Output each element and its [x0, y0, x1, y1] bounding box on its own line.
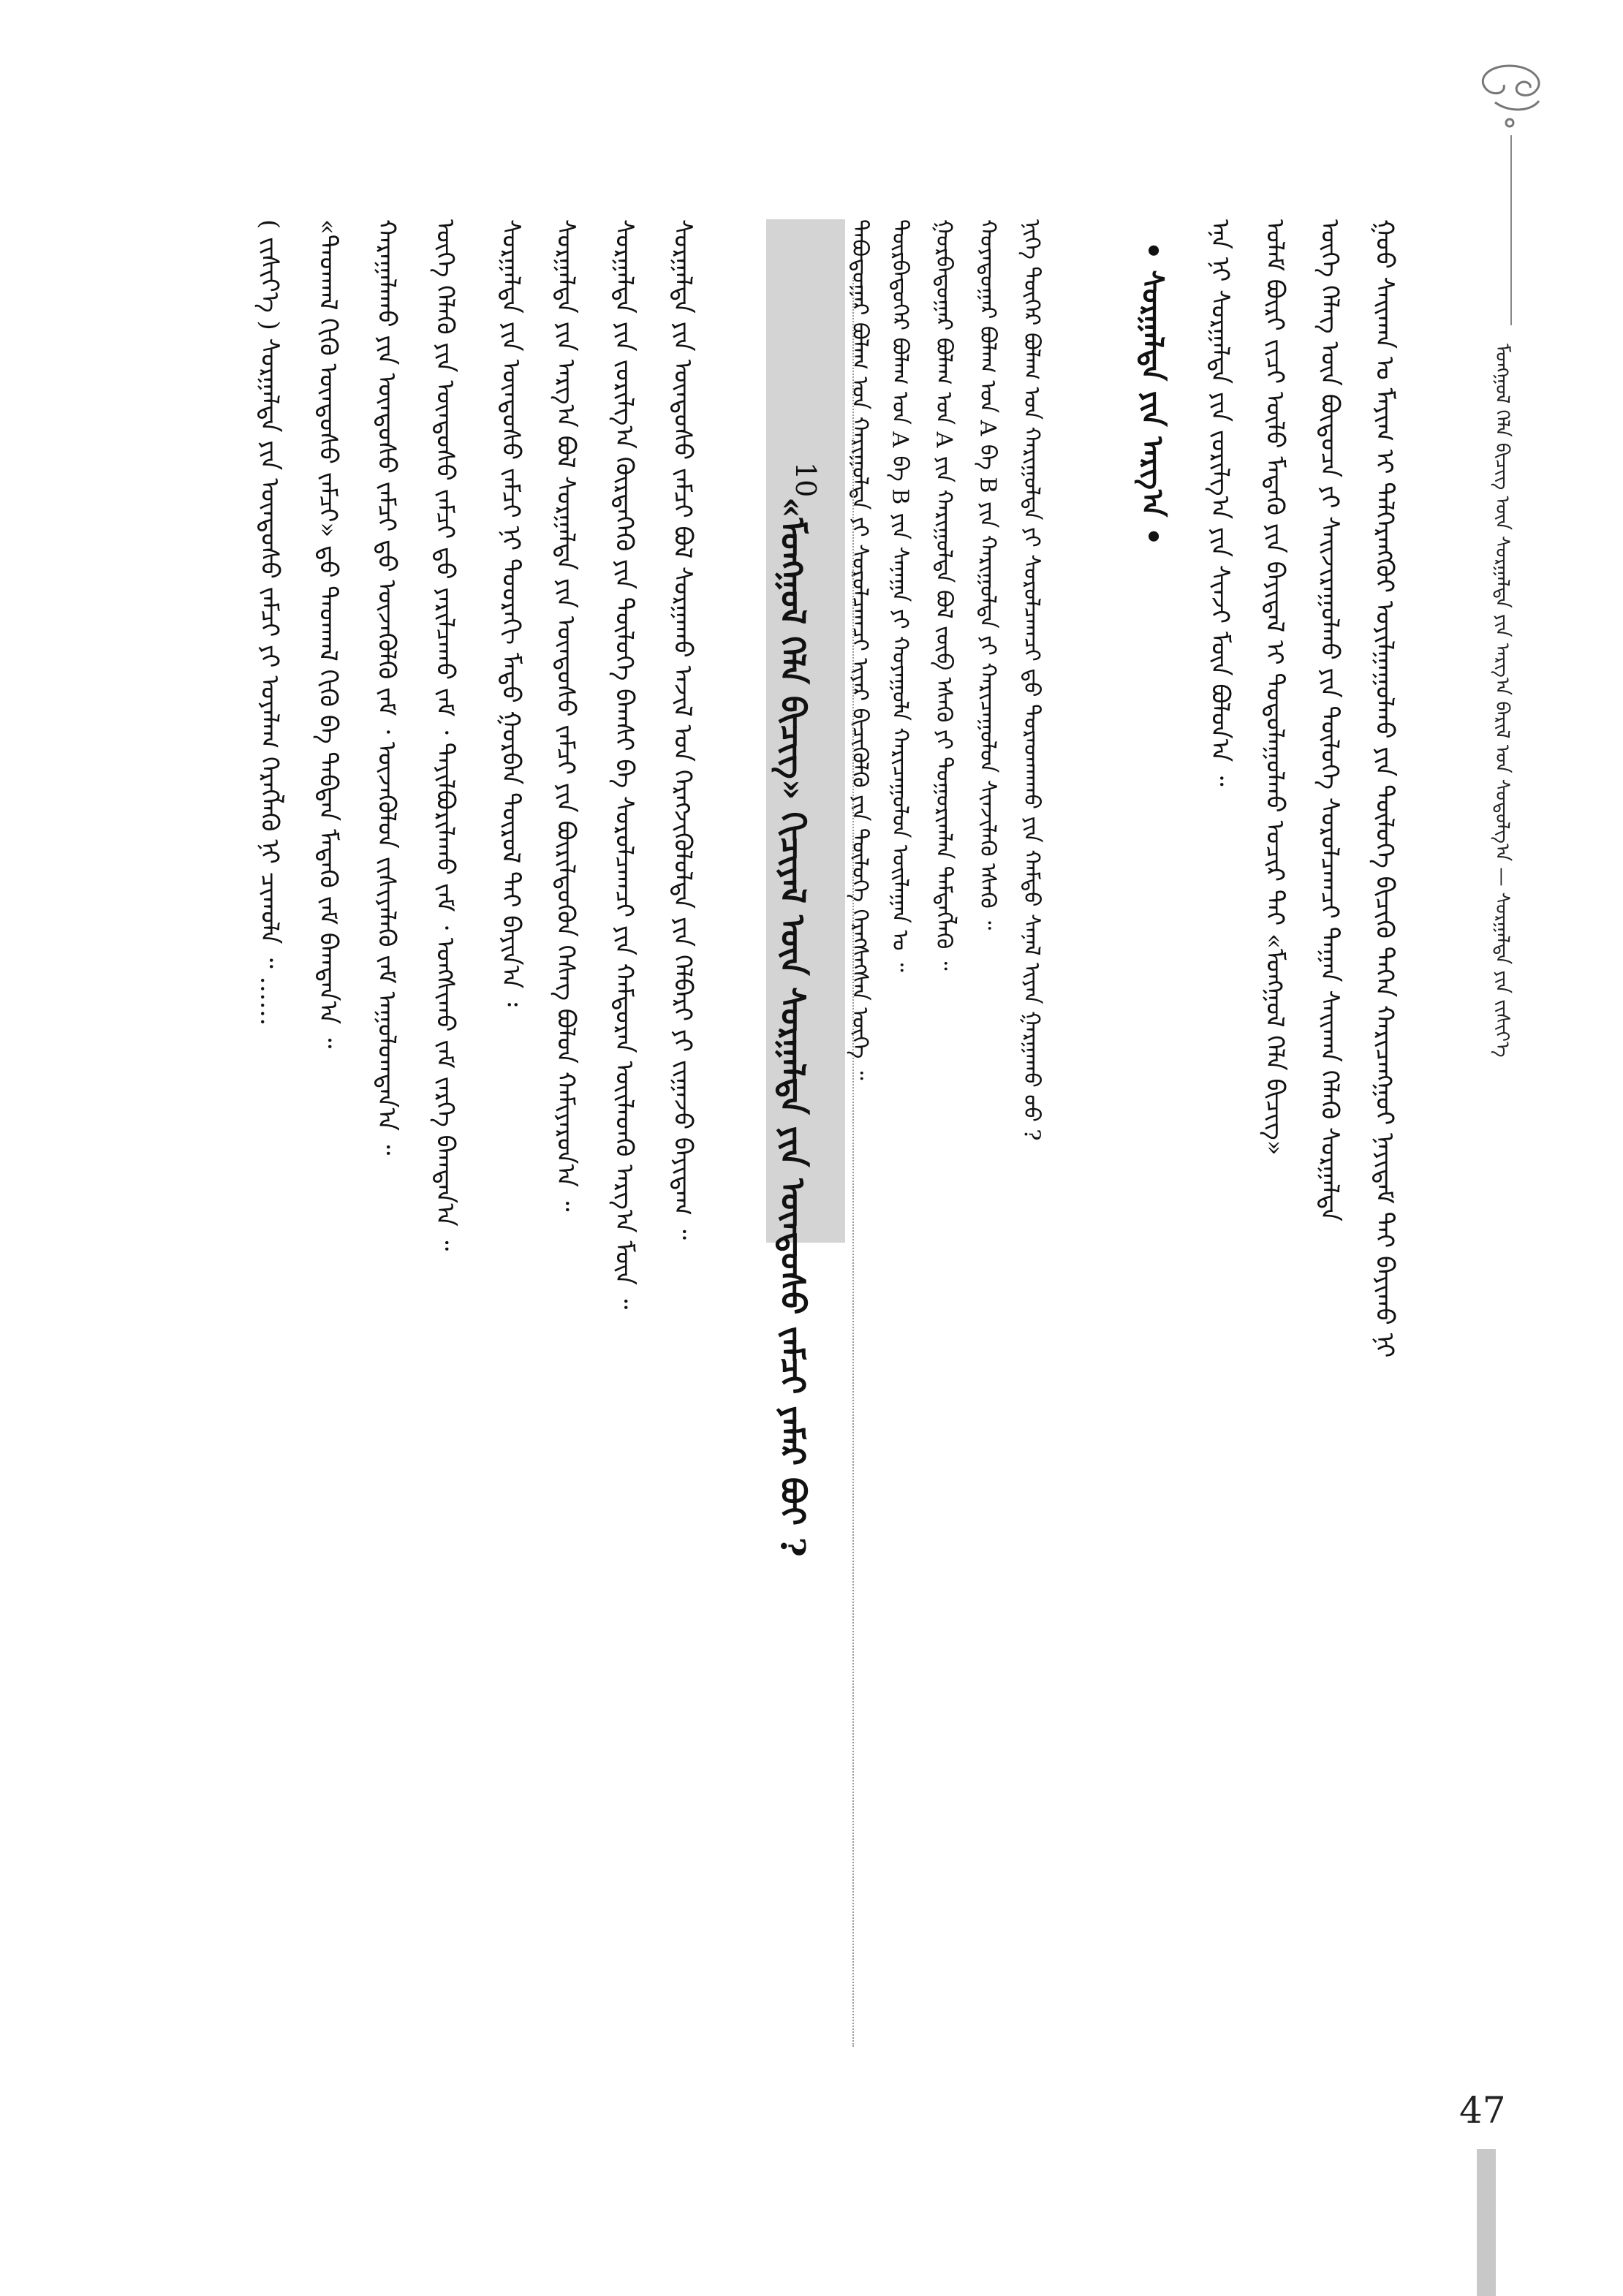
page-number: 47	[1459, 2089, 1506, 2132]
list-line-1: ᠦᠭᠡ ᠬᠡᠯᠡᠬᠦ ᠶᠢᠨ ᠦᠨᠳᠦᠰᠦ ᠵᠠᠮᠴᠢ ᠳ᠋ᠤ ᠶᠠᠷᠢᠯᠴᠠᠬᠤ ᠵᠠᠮ ᠂ ᠲᠠᠶᠢᠯᠪᠤᠷᠢᠯᠠᠬᠤ ᠵᠠᠮ ᠂ ᠤᠩᠰᠢᠬᠤ ᠵᠠᠮ ᠵᠡᠷᠭᠡ ᠪᠠᠭᠲᠠᠨ᠎ᠠ ᠃	[430, 219, 460, 1251]
intro-line-4: ᠡᠨᠡ ᠨᠢ ᠰᠤᠷᠭᠠᠯᠲᠠ ᠶᠢᠨ ᠵᠣᠷᠢᠯᠭ᠎ᠠ ᠶᠢᠨ ᠰᠢᠨᠵᠢ ᠮᠥᠨ ᠪᠣᠯᠤᠨ᠎ᠠ ᠃	[1205, 219, 1235, 787]
exercise-line-5: ᠲᠠᠪᠤᠳᠤᠭᠠᠷ ᠪᠤᠯᠠᠭ ᠤᠨ ᠬᠠᠷᠢᠭᠤᠯᠲᠠ ᠶᠢ ᠰᠤᠷᠤᠯᠴᠠᠭᠴᠢ ᠢᠶᠠᠷ ᠪᠢᠴᠢᠭᠦᠯᠬᠦ ᠶᠢᠨ ᠲᠥᠯᠥᠭᠡ ᠬᠡᠷᠡᠭᠰᠡᠭᠰᠡᠨ ᠦᠭᠡ ᠃	[847, 219, 873, 1080]
header-rule	[1510, 135, 1512, 325]
body-line-3: ᠰᠤᠷᠭᠠᠯᠲᠠ ᠶᠢᠨ ᠠᠷᠭ᠎ᠠ ᠪᠣᠯ ᠰᠤᠷᠭᠠᠯᠲᠠ ᠶᠢᠨ ᠦᠨᠳᠦᠰᠦ ᠵᠠᠮᠴᠢ ᠶᠢᠨ ᠪᠦᠷᠢᠯᠳᠦᠬᠦᠨ ᠬᠡᠰᠡᠭ ᠪᠣᠯᠤᠨ ᠬᠠᠮᠢᠶᠠᠷᠤᠨ᠎ᠠ ᠃	[551, 219, 580, 1212]
running-header	[1491, 344, 1511, 1330]
exercise-dotted-rule	[852, 278, 854, 2047]
exercise-line-1: ᠨᠢᠭᠡ ᠳᠦᠭᠡᠷ ᠪᠤᠯᠠᠭ ᠤᠨ ᠬᠠᠷᠢᠭᠤᠯᠲᠠ ᠶᠢ ᠰᠤᠷᠤᠯᠴᠠᠭᠴᠢ ᠳ᠋ᠤ ᠳᠤᠷᠠᠳᠬᠠᠬᠤ ᠶᠢᠨ ᠬᠠᠮᠲᠤ ᠰᠠᠨᠠᠯ ᠢᠶᠠᠨ ᠭᠠᠷᠭᠠᠬᠤ ᠤᠤ ?	[1018, 219, 1045, 1141]
body-line-4: ᠰᠤᠷᠭᠠᠯᠲᠠ ᠶᠢᠨ ᠦᠨᠳᠦᠰᠦ ᠵᠠᠮᠴᠢ ᠨᠢ ᠳᠣᠣᠷᠠᠬᠢ ᠮᠡᠲᠦ ᠭᠤᠷᠪᠠᠨ ᠲᠥᠷᠦᠯ ᠲᠠᠢ ᠪᠠᠶᠢᠨ᠎ᠠ ᠄	[496, 219, 526, 1007]
section-number: 10	[790, 462, 822, 498]
list-line-3: «ᠳᠠᠳᠬᠠᠯ ᠬᠢᠬᠦ ᠦᠨᠳᠦᠰᠦ ᠵᠠᠮᠴᠢ» ᠳ᠋ᠤ ᠳᠠᠳᠬᠠᠯ ᠬᠢᠬᠦ ᠪᠠ ᠳᠠᠪᠲᠠᠨ ᠮᠡᠳᠡᠬᠦ ᠵᠠᠮ ᠪᠠᠭᠲᠠᠨ᠎ᠠ ᠃	[313, 219, 343, 1049]
top-scroll-ornament-icon	[1466, 58, 1561, 132]
body-line-1: ᠰᠤᠷᠭᠠᠯᠲᠠ ᠶᠢᠨ ᠦᠨᠳᠦᠰᠦ ᠵᠠᠮᠴᠢ ᠪᠣᠯ ᠰᠤᠷᠭᠠᠬᠤ ᠠᠵᠢᠯ ᠤᠨ ᠬᠡᠷᠡᠭᠵᠢᠭᠦᠯᠦᠯᠲᠡ ᠶᠢᠨ ᠬᠡᠯᠪᠡᠷᠢ ᠶᠢ ᠵᠢᠭᠠᠵᠤ ᠪᠠᠶᠢᠳᠠᠭ ᠃	[667, 219, 697, 1240]
exercise-line-3: ᠭᠤᠷᠪᠠᠳᠤᠭᠠᠷ ᠪᠤᠯᠠᠭ ᠤᠨ A ᠶᠢᠨ ᠬᠠᠷᠢᠭᠤᠯᠲᠠ ᠪᠣᠯ ᠵᠥᠪ ᠡᠰᠡᠬᠦ ᠶᠢ ᠳᠤᠭᠤᠷᠢᠭᠯᠠᠨ ᠲᠡᠮᠳᠡᠭᠯᠡᠬᠦ ᠃	[931, 219, 957, 971]
body-line-2: ᠰᠤᠷᠭᠠᠯᠲᠠ ᠶᠢᠨ ᠵᠣᠷᠢᠯᠭ᠎ᠠ ᠬᠦᠷᠲᠡᠭᠡᠬᠦ ᠶᠢᠨ ᠲᠥᠯᠥᠭᠡ ᠪᠠᠭᠰᠢ ᠪᠠ ᠰᠤᠷᠤᠯᠴᠠᠭᠴᠢ ᠶᠢᠨ ᠬᠠᠮᠲᠤᠷᠠᠨ ᠦᠢᠯᠡᠳᠭᠦ ᠠᠷᠭ᠎ᠠ ᠮᠥᠨ ᠃	[609, 219, 639, 1310]
bullet-heading: • ᠰᠤᠷᠭᠠᠯᠲᠠ ᠶᠢᠨ ᠠᠷᠭ᠎ᠠ •	[1135, 241, 1170, 546]
list-line-2: ᠬᠠᠷᠠᠭᠠᠯᠠᠬᠤ ᠶᠢᠨ ᠦᠨᠳᠦᠰᠦ ᠵᠠᠮᠴᠢ ᠳ᠋ᠤ ᠦᠵᠡᠭᠦᠯᠬᠦ ᠵᠠᠮ ᠂ ᠦᠵᠡᠭᠦᠯᠦᠨ ᠵᠢᠱᠢᠶᠡᠯᠡᠬᠦ ᠵᠠᠮ ᠠᠭᠤᠯᠤᠭᠳᠠᠨ᠎ᠠ ᠃	[371, 219, 401, 1156]
intro-line-2: ᠦᠭᠡ ᠬᠡᠯᠡᠭ ᠦᠨ ᠪᠦᠲᠦᠴᠡ ᠶᠢ ᠰᠠᠢᠵᠢᠷᠠᠭᠤᠯᠬᠤ ᠶᠢᠨ ᠲᠥᠯᠥᠭᠡ ᠰᠤᠷᠤᠯᠴᠠᠭᠴᠢ ᠳᠠᠭᠠᠨ ᠰᠠᠢᠬᠠᠨ ᠬᠡᠯᠡᠬᠦ ᠰᠤᠷᠭᠠᠯᠲᠠ	[1314, 219, 1344, 1221]
running-header-dash: —	[1491, 867, 1513, 887]
running-header-title: ᠮᠣᠩᠭᠣᠯ ᠬᠡᠯᠡ ᠪᠢᠴᠢᠭ ᠦᠨ ᠰᠤᠷᠭᠠᠯᠲᠠ ᠶᠢᠨ ᠠᠷᠭ᠎ᠠ ᠪᠠᠷᠢᠯ ᠤᠨ ᠰᠤᠳᠤᠯᠭ᠎ᠠ	[1491, 344, 1513, 862]
intro-line-3: ᠤᠯᠠᠮ ᠪᠦᠷᠢ ᠵᠢᠴᠢ ᠦᠯᠦ ᠮᠡᠳᠡᠬᠦ ᠶᠢᠨ ᠪᠠᠶᠢᠳᠠᠯ ᠢ ᠲᠣᠳᠣᠯᠠᠭᠤᠯᠬᠤ ᠤᠴᠢᠷ ᠲᠠᠢ «ᠮᠣᠩᠭᠣᠯ ᠬᠡᠯᠡ ᠪᠢᠴᠢᠭ»	[1260, 219, 1290, 1156]
running-header-subtitle: ᠰᠤᠷᠭᠠᠯᠲᠠ ᠶᠢᠨ ᠵᠢᠱᠢᠶ᠎ᠡ	[1491, 892, 1513, 1058]
intro-line-1: ᠭᠣᠣ ᠰᠠᠢᠬᠠᠨ ᠤ ᠮᠠᠶᠢᠭ ᠢ ᠳᠡᠯᠭᠡᠷᠡᠩᠭᠦᠢ ᠣᠶᠢᠯᠭᠠᠭᠤᠯᠬᠤ ᠶᠢᠨ ᠲᠥᠯᠥᠭᠡ ᠪᠢᠴᠢᠬᠦ ᠳᠡᠭᠡᠨ ᠬᠠᠷᠢᠴᠠᠩᠭᠤᠢ ᠨᠠᠶᠢᠳᠠᠮ ᠲᠠᠢ ᠪᠠᠶᠢᠬᠤ ᠨᠢ	[1369, 219, 1399, 1358]
section-title: «ᠮᠣᠩᠭᠣᠯ ᠬᠡᠯᠡ ᠪᠢᠴᠢᠭ» ᠬᠢᠴᠢᠶᠡᠯ ᠦᠨ ᠰᠤᠷᠭᠠᠯᠲᠠ ᠶᠢᠨ ᠦᠨᠳᠦᠰᠦ ᠵᠠᠮᠴᠢ ᠶᠠᠮᠠᠷ ᠪᠤᠢ ?	[773, 497, 813, 1557]
exercise-line-2: ᠬᠣᠶᠠᠳᠤᠭᠠᠷ ᠪᠤᠯᠠᠭ ᠤᠨ A ᠪᠠ B ᠶᠢᠨ ᠬᠠᠷᠢᠭᠤᠯᠲᠠ ᠶᠢ ᠬᠠᠷᠢᠴᠠᠭᠤᠯᠤᠨ ᠰᠢᠨᠵᠢᠯᠡᠬᠦ ᠡᠰᠡᠬᠦ ᠃	[975, 219, 1001, 931]
exercise-line-4: ᠳᠥᠷᠪᠡᠳᠦᠭᠡᠷ ᠪᠤᠯᠠᠭ ᠤᠨ A ᠪᠠ B ᠶᠢᠨ ᠰᠠᠨᠠᠭᠠ ᠶᠢ ᠬᠣᠶᠠᠭᠤᠯᠠ ᠬᠠᠷᠢᠴᠠᠭᠤᠯᠤᠨ ᠣᠢᠯᠠᠭᠠᠨ ᠤ ᠃	[887, 219, 913, 972]
side-tab	[1477, 2149, 1496, 2296]
list-line-4: ( ᠵᠢᠱᠢᠶ᠎ᠡ ) ᠰᠤᠷᠭᠠᠯᠲᠠ ᠶᠢᠨ ᠦᠨᠳᠦᠰᠦ ᠵᠠᠮᠴᠢ ᠶᠢ ᠤᠶᠠᠯᠠᠭ ᠬᠡᠷᠡᠭᠯᠡᠬᠦ ᠨᠢ ᠴᠢᠬᠤᠯᠠ ᠃ ……	[254, 219, 284, 1026]
